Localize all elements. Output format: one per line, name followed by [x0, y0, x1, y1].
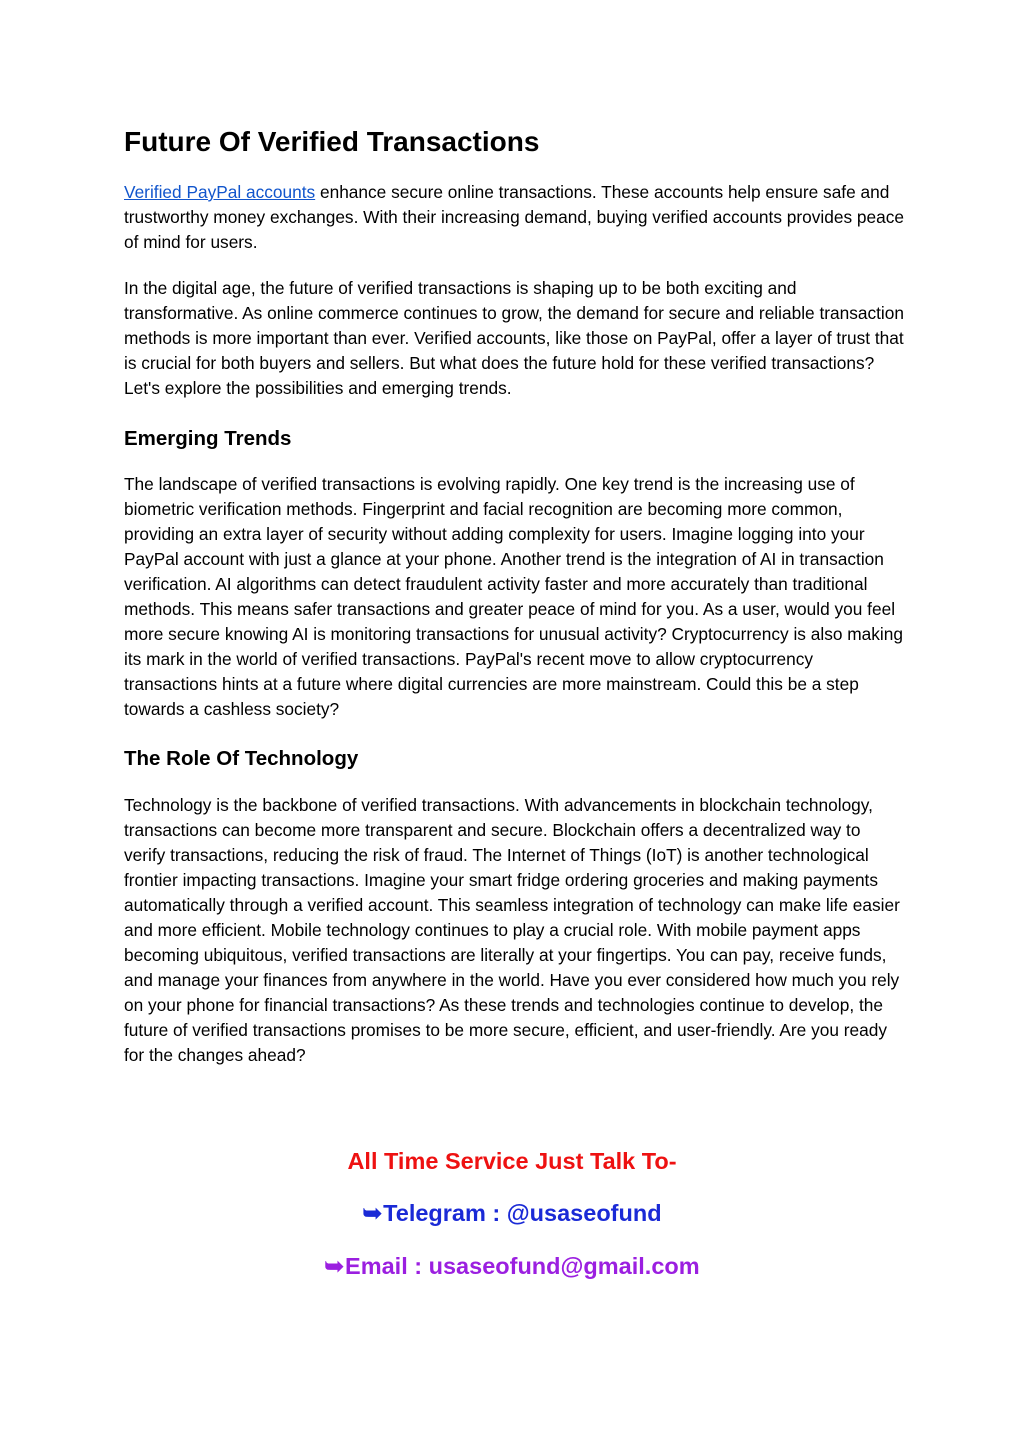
page-title: Future Of Verified Transactions	[124, 126, 540, 157]
paragraph-2: In the digital age, the future of verified transactions is shaping up to be both exciting and transformative. As online commerce continues to grow, the demand for secure and reliable transaction methods is more important than ever. Verified accounts, like those on PayPal, offer a layer of trust that is crucial for both buyers and sellers. But what does the future hold for these verified transactions? Let's explore the possibilities and emerging trends.	[124, 278, 904, 398]
section-body-role-of-technology: Technology is the backbone of verified transactions. With advancements in blockchain technology, transactions can become more transparent and secure. Blockchain offers a decentralized way to verify transactions, reducing the risk of fraud. The Internet of Things (IoT) is another technological frontier impacting transactions. Imagine your smart fridge ordering groceries and making payments automatically through a verified account. This seamless integration of technology can make life easier and more efficient. Mobile technology continues to play a crucial role. With mobile payment apps becoming ubiquitous, verified transactions are literally at your fingertips. You can pay, receive funds, and manage your finances from anywhere in the world. Have you ever considered how much you rely on your phone for financial transactions? As these trends and technologies continue to develop, the future of verified transactions promises to be more secure, efficient, and user-friendly. Are you ready for the changes ahead?	[124, 795, 900, 1065]
arrow-icon: ➥	[362, 1200, 383, 1226]
contact-email[interactable]	[0, 1251, 1024, 1281]
arrow-icon: ➥	[324, 1253, 345, 1279]
telegram-text: Telegram : @usaseofund	[383, 1200, 662, 1226]
section-heading-role-of-technology: The Role Of Technology	[124, 747, 359, 770]
document-body	[124, 122, 904, 1068]
contact-heading: All Time Service Just Talk To-	[347, 1148, 677, 1174]
contact-telegram[interactable]	[0, 1198, 1024, 1228]
email-text: Email : usaseofund@gmail.com	[345, 1253, 700, 1279]
section-body-emerging-trends: The landscape of verified transactions is evolving rapidly. One key trend is the increasing use of biometric verification methods. Fingerprint and facial recognition are becoming more common, providing an extra layer of security without adding complexity for users. Imagine logging into your PayPal account with just a glance at your phone. Another trend is the integration of AI in transaction verification. AI algorithms can detect fraudulent activity faster and more accurately than traditional methods. This means safer transactions and greater peace of mind for you. As a user, would you feel more secure knowing AI is monitoring transactions for unusual activity? Cryptocurrency is also making its mark in the world of verified transactions. PayPal's recent move to allow cryptocurrency transactions hints at a future where digital currencies are more mainstream. Could this be a step towards a cashless society?	[124, 474, 903, 719]
section-heading-emerging-trends: Emerging Trends	[124, 427, 292, 450]
verified-paypal-link[interactable]: Verified PayPal accounts	[124, 182, 316, 202]
intro-paragraph	[124, 180, 904, 255]
intro-text: enhance secure online transactions. These accounts help ensure safe and trustworthy money exchanges. With their increasing demand, buying verified accounts provides peace of mind for users.	[124, 182, 904, 252]
